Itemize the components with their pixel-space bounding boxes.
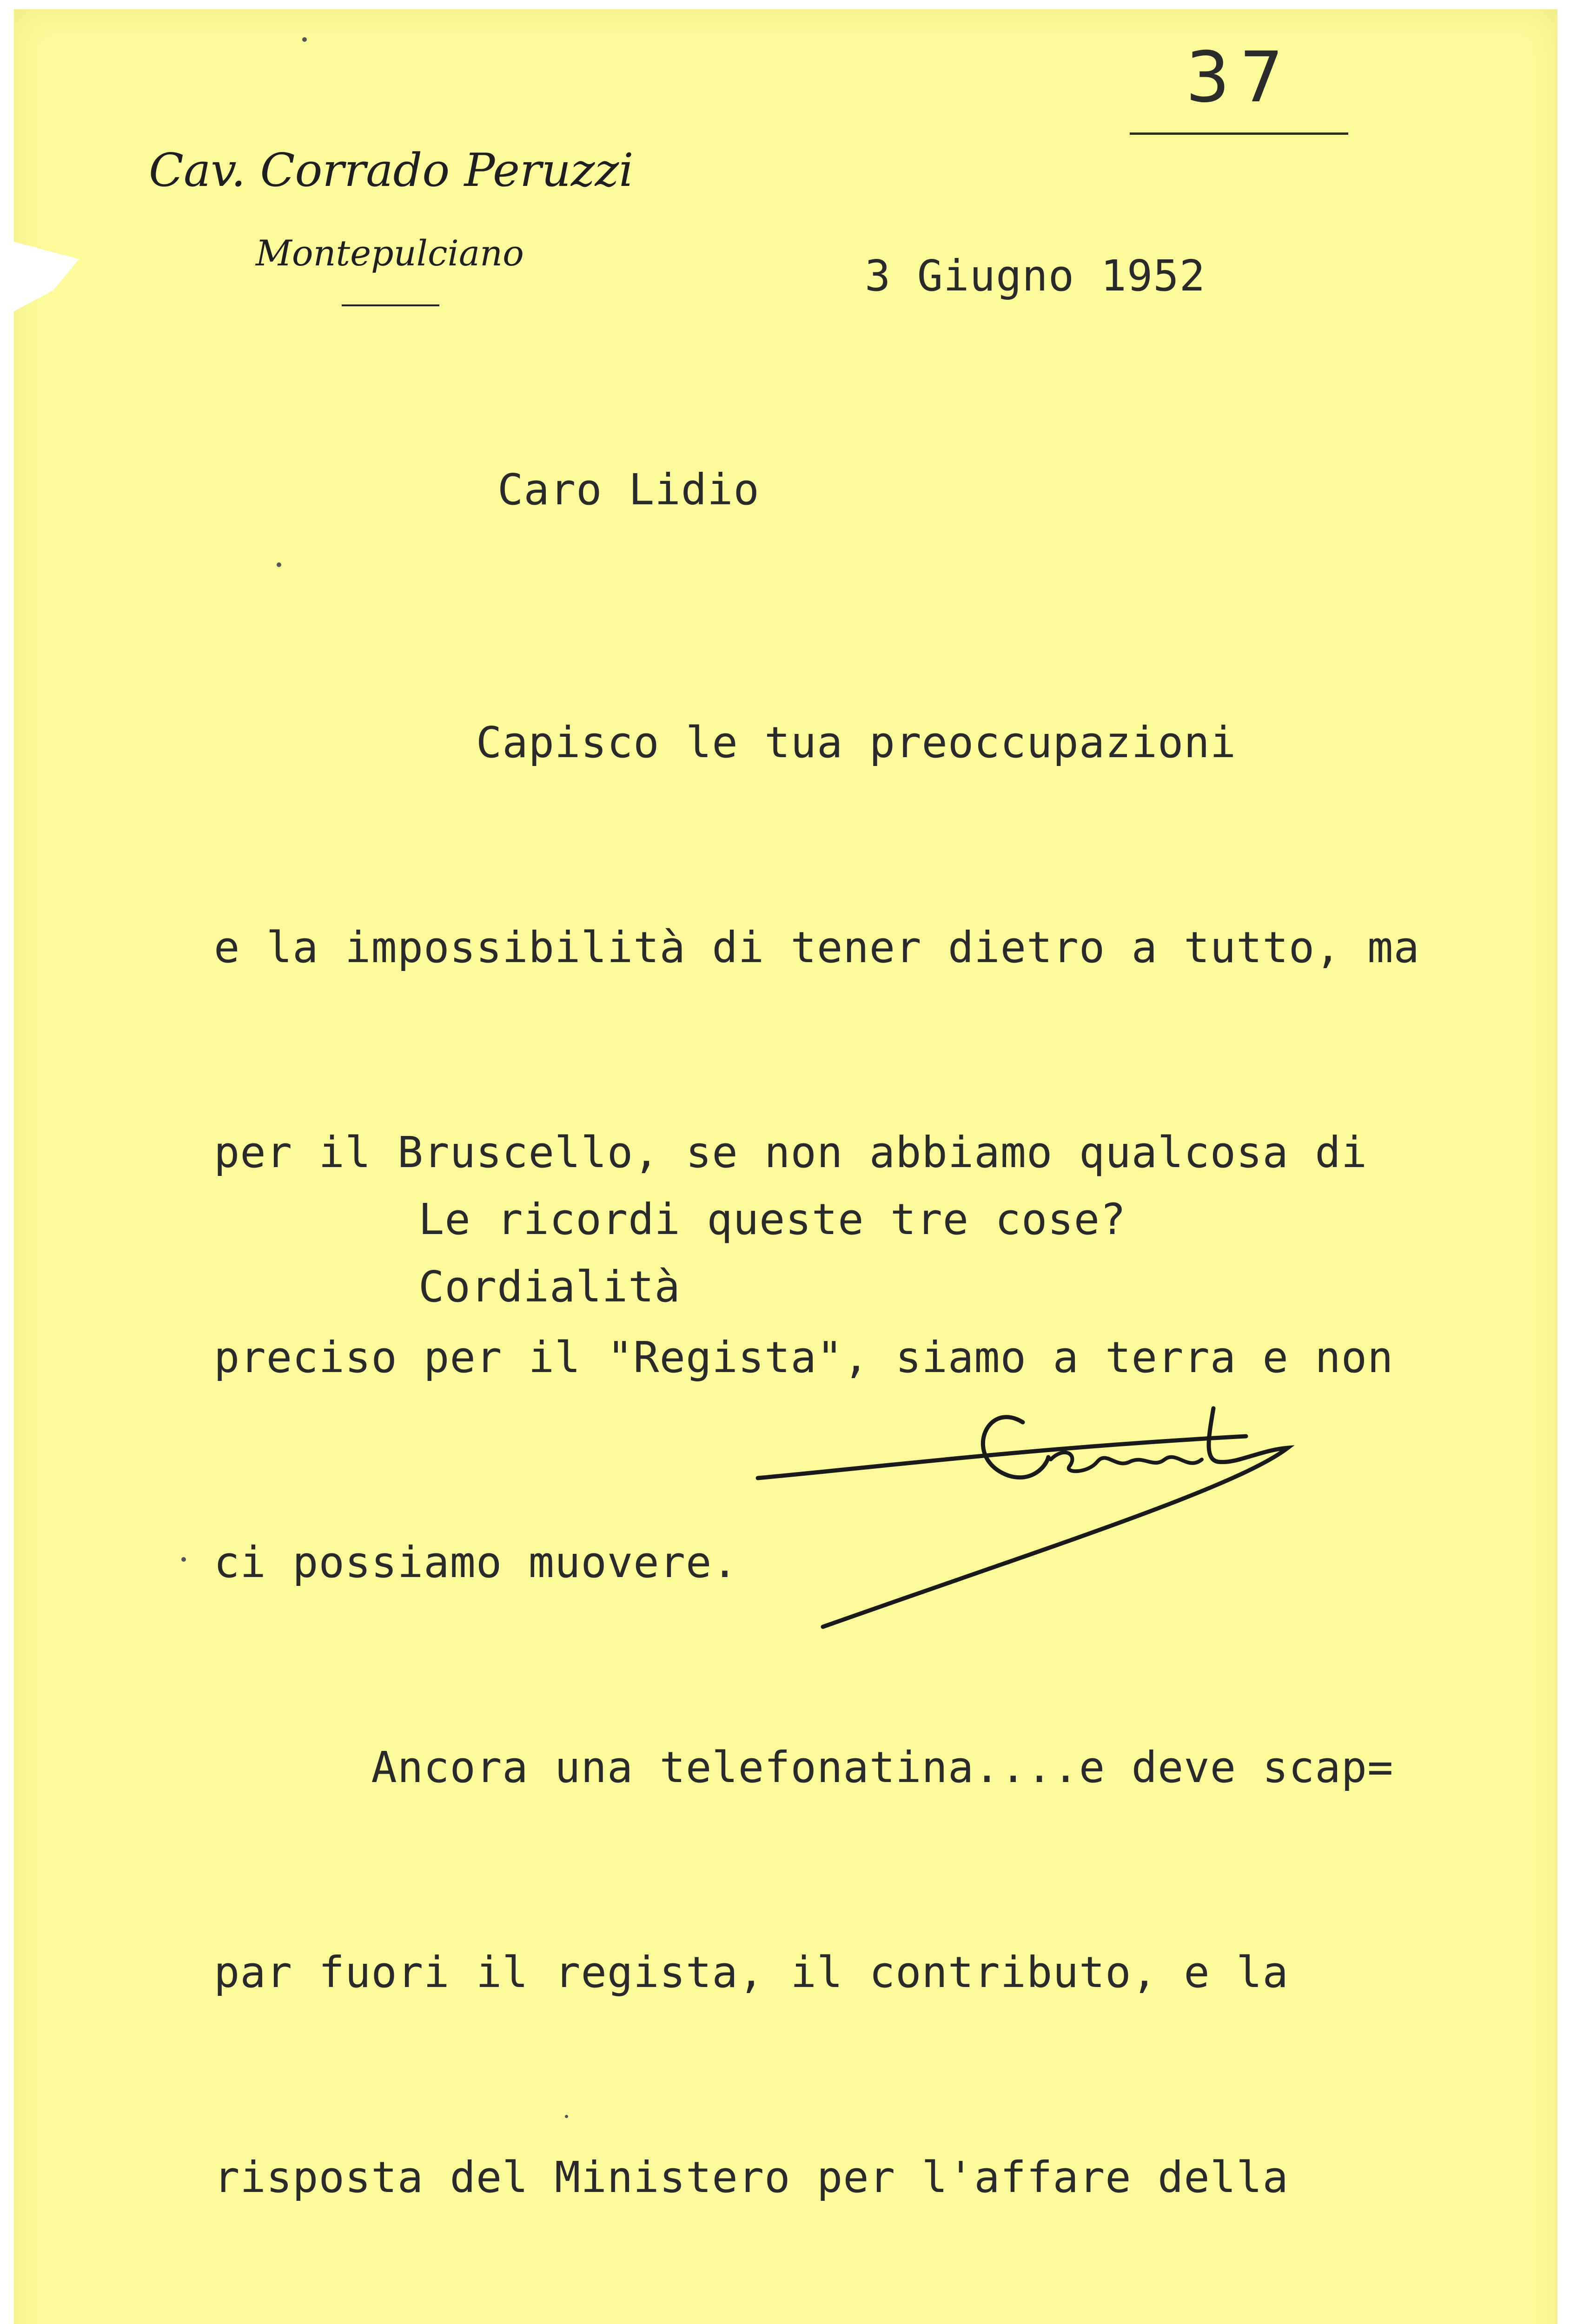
letter-date: 3 Giugno 1952	[865, 251, 1206, 301]
body-line: per il Bruscello, se non abbiamo qualcosa di	[214, 1128, 1368, 1177]
paper-speck	[302, 37, 307, 42]
handwritten-signature	[744, 1367, 1362, 1655]
archive-number-underline	[1130, 132, 1348, 135]
closing: Cordialità	[418, 1262, 681, 1312]
body-line: risposta del Ministero per l'affare della	[214, 2152, 1289, 2202]
paper-speck	[181, 1557, 186, 1562]
salutation: Caro Lidio	[497, 465, 760, 515]
archive-number: 37	[1186, 37, 1293, 118]
body-line: e la impossibilità di tener dietro a tutto, ma	[214, 923, 1420, 972]
body-line: Ancora una telefonatina....e deve scap=	[214, 1743, 1394, 1792]
body-line: preciso per il "Regista", siamo a terra e non	[214, 1333, 1394, 1382]
body-line: ci possiamo muovere.	[214, 1538, 738, 1587]
torn-corner	[14, 242, 79, 311]
paper-speck	[277, 562, 281, 567]
letterhead-name: Cav. Corrado Peruzzi	[149, 144, 634, 197]
body-line: par fuori il regista, il contributo, e la	[214, 1948, 1289, 1997]
closing-question: Le ricordi queste tre cose?	[418, 1195, 1126, 1244]
letterhead-city: Montepulciano	[256, 232, 524, 274]
paper-speck	[565, 2115, 568, 2118]
letter-page	[14, 9, 1557, 2324]
body-line: Capisco le tua preoccupazioni	[214, 718, 1237, 767]
letterhead-divider	[342, 304, 439, 306]
